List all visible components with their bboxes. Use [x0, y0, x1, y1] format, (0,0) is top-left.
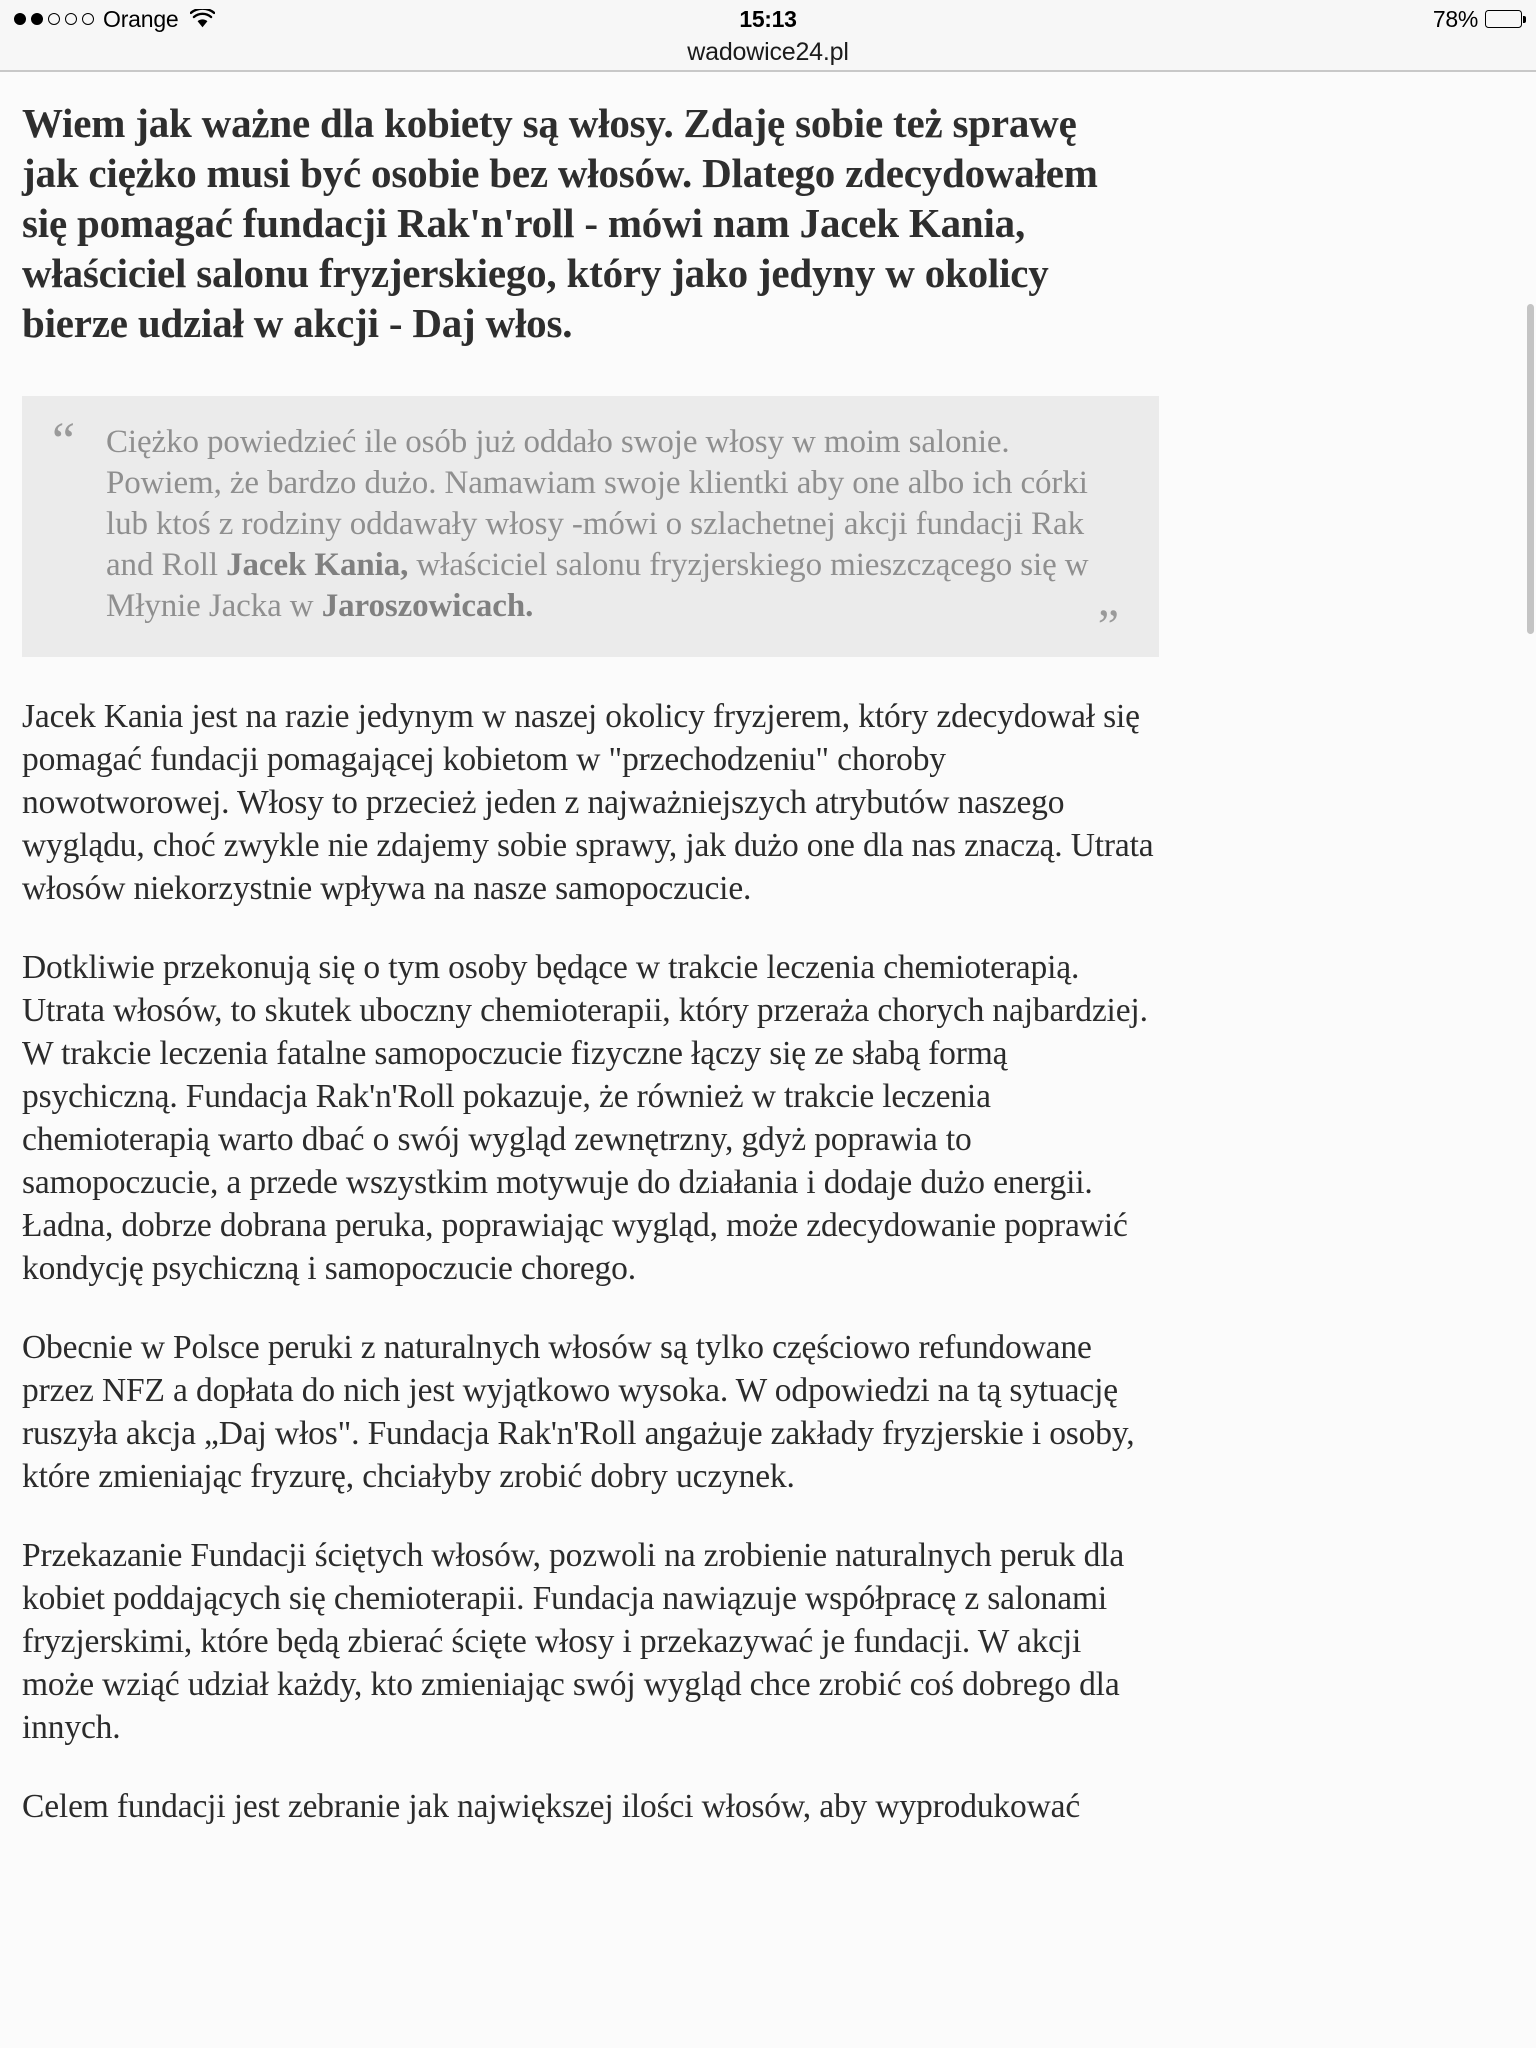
cellular-signal-icon	[14, 13, 94, 25]
article-paragraph: Obecnie w Polsce peruki z naturalnych włosów są tylko częściowo refundowane przez NFZ a dopłata do nich jest wyjątkowo wysoka. W odpowiedzi na tą sytuację ruszyła akcja „Daj włos". Fundacja Rak'n'Roll angażuje zakłady fryzjerskie i osoby, które zmieniając fryzurę, chciałyby zrobić dobry uczynek.	[22, 1329, 1135, 1495]
wifi-icon	[190, 9, 215, 29]
pullquote-part2: właściciel salonu fryzjerskiego mieszczącego się w Młynie Jacka w	[106, 547, 1089, 624]
signal-dot-4	[65, 13, 77, 25]
article-pullquote	[22, 396, 1159, 657]
pullquote-text	[106, 422, 1125, 627]
article-paragraph: Celem fundacji jest zebranie jak największej ilości włosów, aby wyprodukować	[22, 1788, 1081, 1825]
carrier-label: Orange	[103, 5, 179, 32]
ios-status-bar	[0, 0, 1536, 38]
pullquote-bold-place: Jaroszowicach.	[321, 588, 534, 624]
article-paragraph: Jacek Kania jest na razie jedynym w naszej okolicy fryzjerem, który zdecydował się pomagać fundacji pomagającej kobietom w "przechodzeniu" choroby nowotworowej. Włosy to przecież jeden z najważniejszych atrybutów naszego wyglądu, choć zwykle nie zdajemy sobie sprawy, jak dużo one dla nas znaczą. Utrata włosów niekorzystnie wpływa na nasze samopoczucie.	[22, 698, 1154, 907]
battery-percent-label: 78%	[1432, 5, 1478, 32]
quote-close-icon: ”	[1097, 600, 1119, 653]
battery-icon	[1485, 10, 1522, 28]
status-bar-right	[1433, 6, 1522, 33]
pullquote-bold-name: Jacek Kania,	[226, 547, 409, 583]
signal-dot-3	[48, 13, 60, 25]
signal-dot-1	[14, 13, 26, 25]
signal-dot-2	[31, 13, 43, 25]
status-bar-left	[14, 6, 215, 33]
scrollbar-thumb[interactable]	[1527, 304, 1534, 634]
quote-open-icon: “	[52, 413, 76, 470]
reader-content	[0, 72, 1536, 2048]
pullquote-part1: Ciężko powiedzieć ile osób już oddało swoje włosy w moim salonie. Powiem, że bardzo dużo. Namawiam swoje klientki aby one albo ich córki lub ktoś z rodziny oddawały włosy -mówi o szlachetnej akcji fundacji Rak and Roll	[106, 424, 1088, 583]
article-headline: Wiem jak ważne dla kobiety są włosy. Zdaję sobie też sprawę jak ciężko musi być osobie bez włosów. Dlatego zdecydowałem się pomagać fundacji Rak'n'roll - mówi nam Jacek Kania, właściciel salonu fryzjerskiego, który jako jedyny w okolicy bierze udział w akcji - Daj włos.	[22, 100, 1098, 346]
article-paragraph: Przekazanie Fundacji ściętych włosów, pozwoli na zrobienie naturalnych peruk dla kobiet poddających się chemioterapii. Fundacja nawiązuje współpracę z salonami fryzjerskimi, które będą zbierać ścięte włosy i przekazywać je fundacji. W akcji może wziąć udział każdy, kto zmieniając swój wygląd chce zrobić coś dobrego dla innych.	[22, 1537, 1125, 1746]
vertical-scrollbar[interactable]	[1527, 72, 1534, 2048]
article-paragraph: Dotkliwie przekonują się o tym osoby będące w trakcie leczenia chemioterapią. Utrata włosów, to skutek uboczny chemioterapii, który przeraża chorych najbardziej. W trakcie leczenia fatalne samopoczucie fizyczne łączy się ze słabą formą psychiczną. Fundacja Rak'n'Roll pokazuje, że również w trakcie leczenia chemioterapią warto dbać o swój wygląd zewnętrzny, gdyż poprawia to samopoczucie, a przede wszystkim motywuje do działania i dodaje dużo energii. Ładna, dobrze dobrana peruka, poprawiając wygląd, może zdecydowanie poprawić kondycję psychiczną i samopoczucie chorego.	[22, 949, 1148, 1287]
clock-label: 15:13	[739, 5, 797, 32]
signal-dot-5	[82, 13, 94, 25]
page-domain-label[interactable]: wadowice24.pl	[0, 38, 1536, 70]
